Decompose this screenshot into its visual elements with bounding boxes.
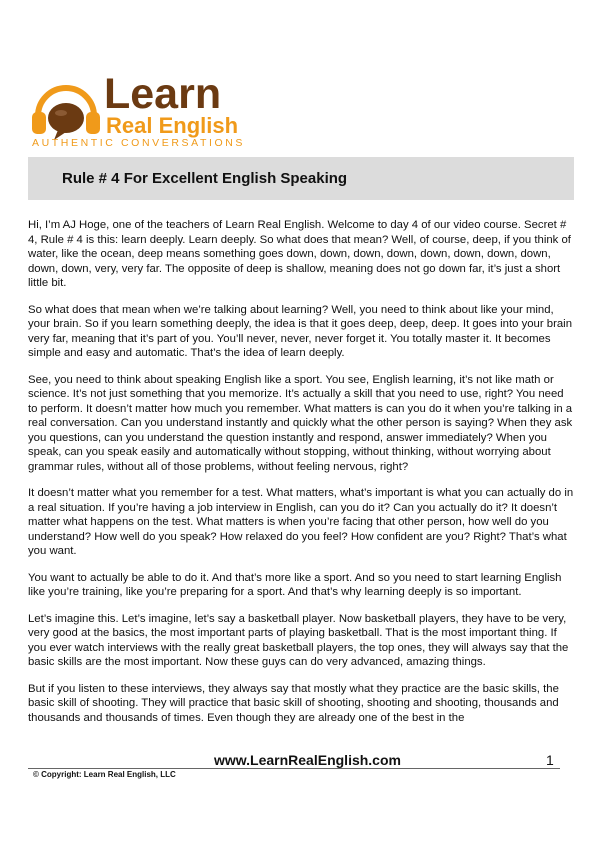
paragraph: Let’s imagine this. Let’s imagine, let’s say a basketball player. Now basketball players, they have to be very, very good at the basics, the most important parts of playing basketball. That is the most important thing. If you ever watch interviews with the really great basketball players, the top ones, they will always say that the basic skills are the most important. Now these guys can do very advanced, amazing things. [28, 612, 569, 668]
footer-website-url: www.LearnRealEnglish.com [214, 752, 401, 768]
logo-real-english-text: Real English [106, 113, 239, 138]
page-number: 1 [546, 752, 554, 768]
paragraph: It doesn’t matter what you remember for a test. What matters, what’s important is what you can actually do in a real situation. If you’re having a job interview in English, can you do it? Can you actually do it? It doesn’t matter what happens on the test. What matters is when you’re facing that other person, how well do you understand? How well do you speak? How relaxed do you feel? How confident are you? Right? That’s what you want. [28, 487, 574, 557]
paragraph: See, you need to think about speaking English like a sport. You see, English learning, it’s not like math or science. It’s not just something that you memorize. It’s actually a skill that you need to use, right? You need to perform. It doesn’t matter how much you remember. What matters is can you do it when you’re talking in a real conversation. Can you understand instantly and quickly what the other person is saying? When they ask you questions, can you understand the question instantly and respond, answer immediately? When you speak, can you speak easily and automatically without stopping, without thinking, without worrying about grammar rules, without all of those problems, without feeling nervous, right? [28, 373, 573, 473]
learn-real-english-logo [30, 70, 260, 149]
copyright-notice: © Copyright: Learn Real English, LLC [33, 770, 176, 779]
paragraph: But if you listen to these interviews, they always say that mostly what they practice are the basic skills, the basic skill of shooting. They will practice that basic skill of shooting, shooting and shooting, thousands and thousands and thousands of times. Even though they are already one of the best in the [28, 682, 559, 724]
logo-tagline: AUTHENTIC CONVERSATIONS [32, 137, 246, 149]
footer-divider [28, 768, 560, 769]
paragraph: Hi, I’m AJ Hoge, one of the teachers of Learn Real English. Welcome to day 4 of our video course. Secret # 4, Rule # 4 is this: learn deeply. Learn deeply. So what does that mean? Well, of course, deep, if you think of water, like the ocean, deep means something goes down, down, down, down, down, down, down, down, down, down, very, very far. The opposite of deep is shallow, meaning does not go down far, it’s just a short little bit. [28, 219, 571, 289]
page-title: Rule # 4 For Excellent English Speaking [62, 170, 348, 187]
article-body [28, 218, 576, 737]
paragraph: You want to actually be able to do it. And that’s more like a sport. And so you need to start learning English like you’re training, like you’re preparing for a sport. And that’s why learning deeply is so important. [28, 571, 562, 598]
logo-learn-text: Learn [104, 70, 222, 118]
paragraph: So what does that mean when we’re talking about learning? Well, you need to think about like your mind, your brain. So if you learn something deeply, the idea is that it goes deep, deep, deep. It goes into your brain very far, meaning that it’s part of you. You’ll never, never, never forget it. You totally master it. It becomes simple and easy and automatic. That’s the idea of learn deeply. [28, 303, 573, 359]
headphones-speech-bubble-icon [30, 78, 102, 146]
title-band [28, 157, 574, 200]
